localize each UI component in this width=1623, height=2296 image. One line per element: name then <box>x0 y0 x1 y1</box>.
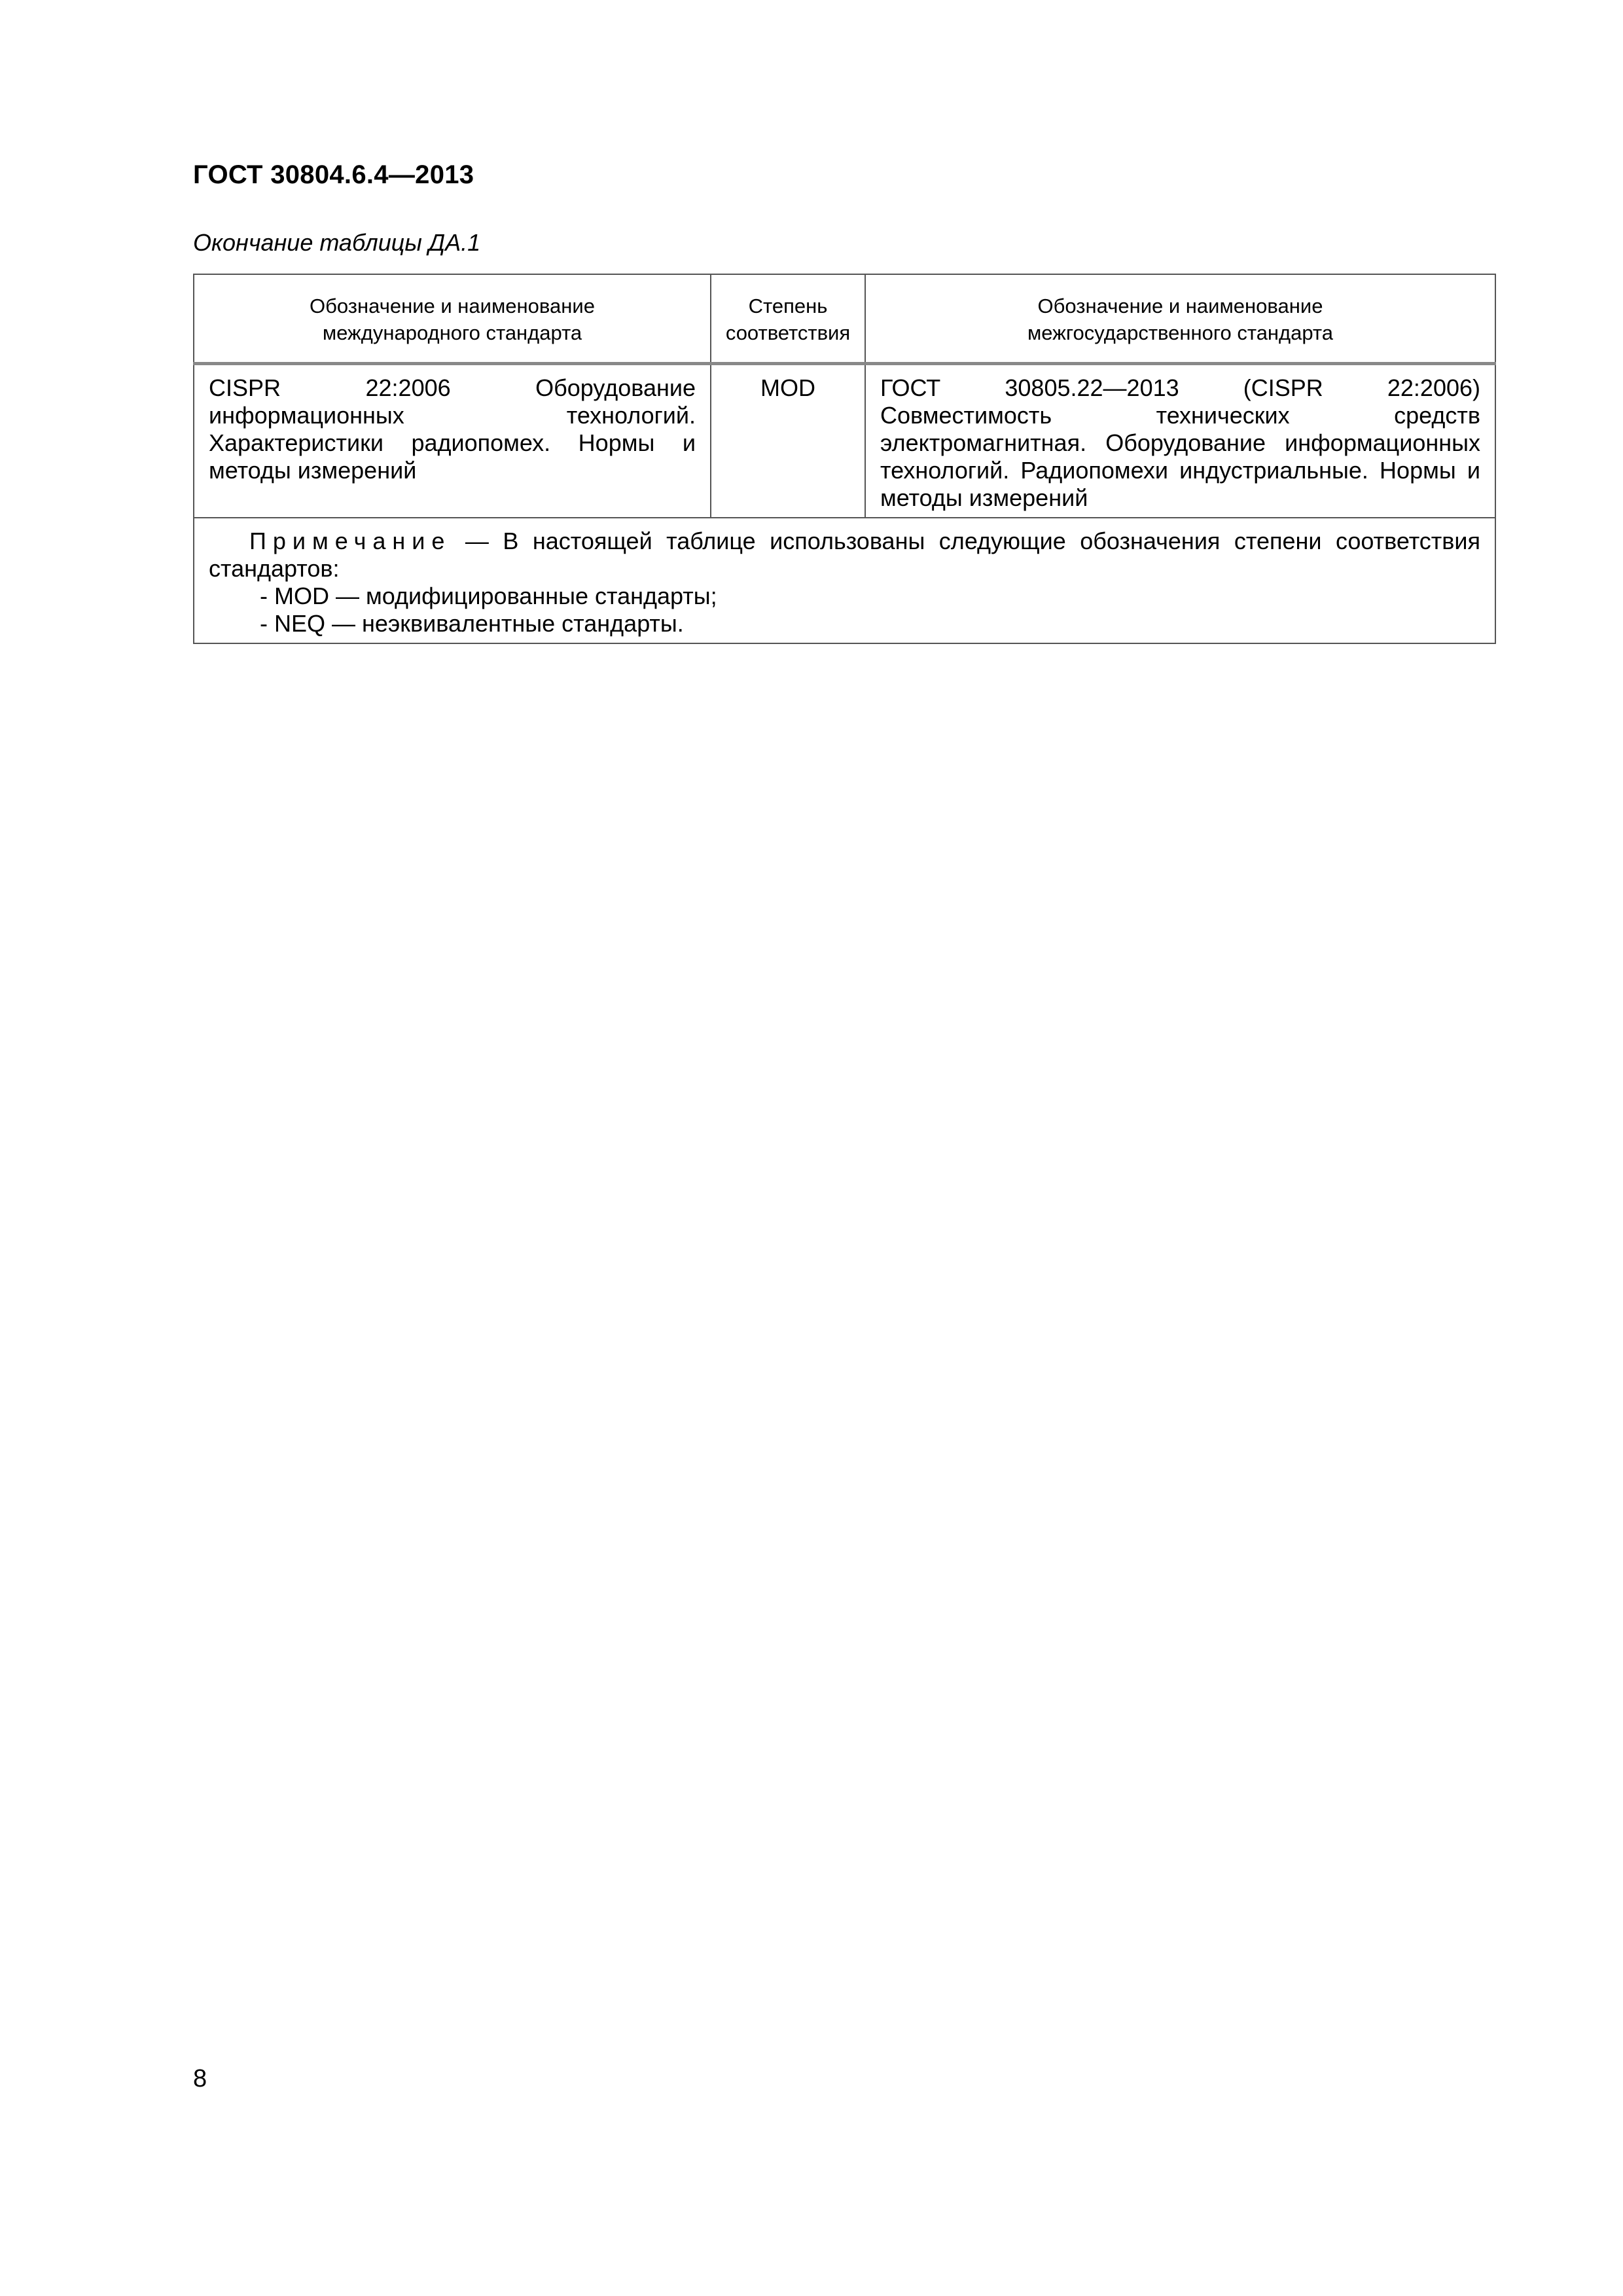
page-number: 8 <box>193 2065 207 2092</box>
cell-international-standard: CISPR 22:2006 Оборудование информационных технологий. Характеристики радиопомех. Нормы и методы измерений <box>194 364 711 518</box>
column-header-international <box>194 274 711 364</box>
cell-interstate-standard: ГОСТ 30805.22—2013 (CISPR 22:2006) Совместимость технических средств электромагнитная. Оборудование информационных технологий. Радиопомехи индустриальные. Нормы и методы измерений <box>865 364 1495 518</box>
column-header-interstate <box>865 274 1495 364</box>
column-header-line: межгосударственного стандарта <box>1027 321 1334 344</box>
table-header-row <box>194 274 1495 364</box>
column-header-degree <box>711 274 865 364</box>
note-item-mod: - MOD — модифицированные стандарты; <box>260 583 717 609</box>
column-header-line: соответствия <box>725 321 851 344</box>
note-item-neq: - NEQ — неэквивалентные стандарты. <box>260 610 684 637</box>
cell-degree: MOD <box>711 364 865 518</box>
column-header-line: Степень <box>748 295 828 317</box>
column-header-line: Обозначение и наименование <box>1037 295 1323 317</box>
document-header: ГОСТ 30804.6.4—2013 <box>193 160 474 189</box>
table-caption: Окончание таблицы ДА.1 <box>193 229 481 256</box>
note-text: — В настоящей таблице использованы следующие обозначения степени соответствия стандартов: <box>209 528 1480 582</box>
column-header-line: Обозначение и наименование <box>310 295 595 317</box>
table-row <box>194 364 1495 518</box>
table-note-row <box>194 518 1495 643</box>
column-header-line: международного стандарта <box>322 321 582 344</box>
note-label: Примечание <box>249 528 452 554</box>
table-note <box>194 518 1495 643</box>
standards-correspondence-table <box>193 274 1496 644</box>
